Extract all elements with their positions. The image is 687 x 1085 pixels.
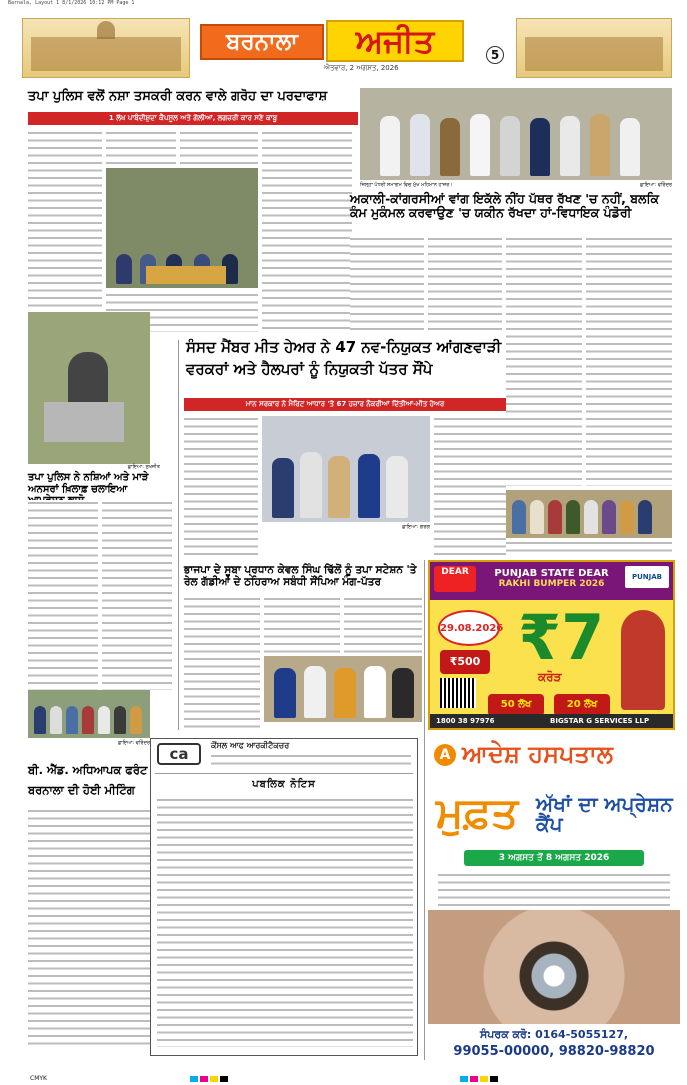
group-caption <box>506 540 672 556</box>
contact-label: ਸੰਪਰਕ ਕਰੋ: 0164-5055127, <box>479 1028 629 1041</box>
group-photo <box>506 490 672 538</box>
story6-headline: ਬੀ. ਐੱਡ. ਅਧਿਆਪਕ ਫਰੰਟ ਬਰਨਾਲਾ ਦੀ ਹੋਈ ਮੀਟਿੰਗ <box>28 763 148 797</box>
lottery-first-prize: ₹7 <box>518 601 605 674</box>
public-notice-title: ਪਬਲਿਕ ਨੋਟਿਸ <box>252 779 316 790</box>
lottery-draw-date <box>438 610 504 646</box>
eye-image <box>428 910 680 1030</box>
story6-photo <box>28 690 150 738</box>
draw-date-text: 29.08.2026 <box>440 623 504 634</box>
lottery-title: PUNJAB STATE DEAR <box>494 568 609 579</box>
story1-col3 <box>262 130 352 330</box>
divider <box>155 773 413 774</box>
lottery-prize-2: 50 ਲੱਖ <box>488 694 544 716</box>
story4-subhead: ਮਾਨ ਸਰਕਾਰ ਨੇ ਮੈਰਿਟ ਆਧਾਰ 'ਤੇ 67 ਹਜ਼ਾਰ ਨੌਕਰੀਆਂ ਦਿੱਤੀਆਂ-ਮੀਤ ਹੇਅਰ <box>184 398 506 411</box>
lottery-subtitle: RAKHI BUMPER 2026 <box>498 579 605 589</box>
lottery-prize-unit: ਕਰੋੜ <box>538 670 562 684</box>
masthead-photo-right <box>516 18 672 78</box>
public-notice-body <box>157 797 413 1047</box>
story5-col3 <box>344 596 422 654</box>
story4-credit: ਛਾਇਆ: ਗਰਗ <box>402 524 430 530</box>
hospital-contact <box>428 1024 680 1068</box>
story2-headline: ਤਪਾ ਪੁਲਿਸ ਨੇ ਨਸ਼ਿਆਂ ਅਤੇ ਮਾੜੇ ਅਨਸਰਾਂ ਖ਼ਿਲਾਫ਼ ਚਲਾਇਆ <box>28 472 149 495</box>
lottery-org: PUNJAB <box>625 566 669 588</box>
story2-credit: ਛਾਇਆ: ਸੁਖਜੀਤ <box>127 464 160 470</box>
column-rule <box>178 340 179 730</box>
story3-caption: ਜ਼ਿਲ੍ਹਾ ਪੱਧਰੀ ਸਮਾਗਮ ਵਿਚ ਮੁੱਖ ਮਹਿਮਾਨ ਹਾਜ਼ਰ। <box>360 182 453 188</box>
ca-org-name: ਕੌਂਸਲ ਆਫ ਆਰਕੀਟੈਕਚਰ <box>211 741 290 750</box>
lottery-footer <box>430 714 673 728</box>
story5-photo <box>264 656 422 722</box>
story5-col1 <box>184 596 260 728</box>
story3-col4 <box>586 236 672 486</box>
logo-city: ਬਰਨਾਲਾ <box>200 24 324 60</box>
column-rule <box>424 560 425 1060</box>
story1-photo <box>106 168 258 288</box>
lottery-model-image <box>621 610 665 710</box>
camp-title: ਅੱਖਾਂ ਦਾ ਅਪ੍ਰੇਸ਼ਨ ਕੈਂਪ <box>536 792 673 836</box>
camp-dates: 3 ਅਗਸਤ ਤੋਂ 8 ਅਗਸਤ 2026 <box>464 850 644 866</box>
hospital-logo: A <box>434 744 456 766</box>
lottery-ad <box>428 560 675 730</box>
story3-col1 <box>350 236 424 332</box>
story3-col3 <box>506 236 582 486</box>
story2-col2 <box>102 500 172 690</box>
story3-col2 <box>428 236 502 332</box>
story2-col1 <box>28 500 98 690</box>
story5-col2 <box>264 596 340 654</box>
story3-credit: ਛਾਇਆ: ਵਰਿੰਦਰ <box>639 182 672 188</box>
lottery-brand: DEAR <box>434 566 476 592</box>
story4-col3 <box>434 416 506 556</box>
masthead-photo-left <box>22 18 190 78</box>
story1-col1 <box>28 130 102 310</box>
lottery-price: ₹500 <box>440 650 490 674</box>
logo-paper: ਅਜੀਤ <box>326 20 464 62</box>
hospital-ad <box>428 738 680 1068</box>
story2-photo <box>28 312 150 464</box>
story1-col2b <box>180 130 258 166</box>
story4-col1 <box>184 416 258 556</box>
contact-phones: 99055-00000, 98820-98820 <box>453 1044 655 1059</box>
print-slug: Barnala, Layout 1 8/1/2026 10:12 PM Page 1 <box>8 0 135 6</box>
hospital-name: ਆਦੇਸ਼ ਹਸਪਤਾਲ <box>462 740 613 768</box>
story5-headline: ਭਾਜਪਾ ਦੇ ਸੂਬਾ ਪ੍ਰਧਾਨ ਕੇਵਲ ਸਿੰਘ ਢਿੱਲੋਂ ਨੂੰ ਤਪਾ ਸਟੇਸ਼ਨ 'ਤੇ ਰੇਲ ਗੱਡੀਆਂ ਦੇ ਠਹਿਰਾਅ ਸਬੰਧੀ ਸੌਂਪਿਆ ਮੰਗ-ਪੱਤਰ <box>184 564 417 589</box>
ca-logo: ca <box>157 743 201 765</box>
footer-cmyk: CMYK <box>30 1075 47 1082</box>
footer-strip <box>0 1073 687 1085</box>
story4-headline: ਸੰਸਦ ਮੈਂਬਰ ਮੀਤ ਹੇਅਰ ਨੇ 47 ਨਵ-ਨਿਯੁਕਤ ਆਂਗਣਵਾੜੀ ਵਰਕਰਾਂ ਅਤੇ ਹੈਲਪਰਾਂ ਨੂੰ ਨਿਯੁਕਤੀ ਪੱਤਰ ਸੌਂਪੇ <box>186 338 502 378</box>
lottery-phone: 1800 38 97976 <box>436 717 495 725</box>
story3-photo <box>360 88 672 180</box>
story1-headline: ਤਪਾ ਪੁਲਿਸ ਵਲੋਂ ਨਸ਼ਾ ਤਸਕਰੀ ਕਰਨ ਵਾਲੇ ਗਰੋਹ ਦਾ ਪਰਦਾਫਾਸ਼ <box>28 89 328 104</box>
story4-photo <box>262 416 430 522</box>
lottery-prize-3: 20 ਲੱਖ <box>554 694 610 716</box>
ca-address <box>211 753 411 769</box>
story3-headline: ਅਕਾਲੀ-ਕਾਂਗਰਸੀਆਂ ਵਾਂਗ ਇਕੱਲੇ ਨੀਂਹ ਪੱਥਰ ਰੱਖਣ 'ਚ ਨਹੀਂ, ਬਲਕਿ ਕੰਮ ਮੁਕੰਮਲ ਕਰਵਾਉਣ 'ਚ ਯਕੀਨ ਰੱਖਦਾ ਹਾਂ-ਵਿਧਾਇਕ ਪੰਡੋਰੀ <box>350 191 660 221</box>
page-number: 5 <box>486 46 504 64</box>
masthead-logo <box>200 20 470 75</box>
story6-credit: ਛਾਇਆ: ਵਰਿੰਦਰ <box>117 740 150 746</box>
free-label: ਮੁਫ਼ਤ <box>436 788 519 837</box>
story6-body <box>28 808 150 1048</box>
qr-code-icon <box>440 678 476 708</box>
issue-date: ਐਤਵਾਰ, 2 ਅਗਸਤ, 2026 <box>324 64 399 72</box>
public-notice-box <box>150 738 418 1056</box>
story1-subhead: 1 ਲੱਖ ਪਾਬੰਦੀਸ਼ੁਦਾ ਕੈਪਸੂਲ ਅਤੇ ਗੋਲੀਆਂ, ਲਗਜ਼ਰੀ ਕਾਰ ਸਣੇ ਕਾਬੂ <box>28 112 358 125</box>
lottery-dealer: BIGSTAR G SERVICES LLP <box>550 717 650 725</box>
camp-details <box>438 872 670 906</box>
